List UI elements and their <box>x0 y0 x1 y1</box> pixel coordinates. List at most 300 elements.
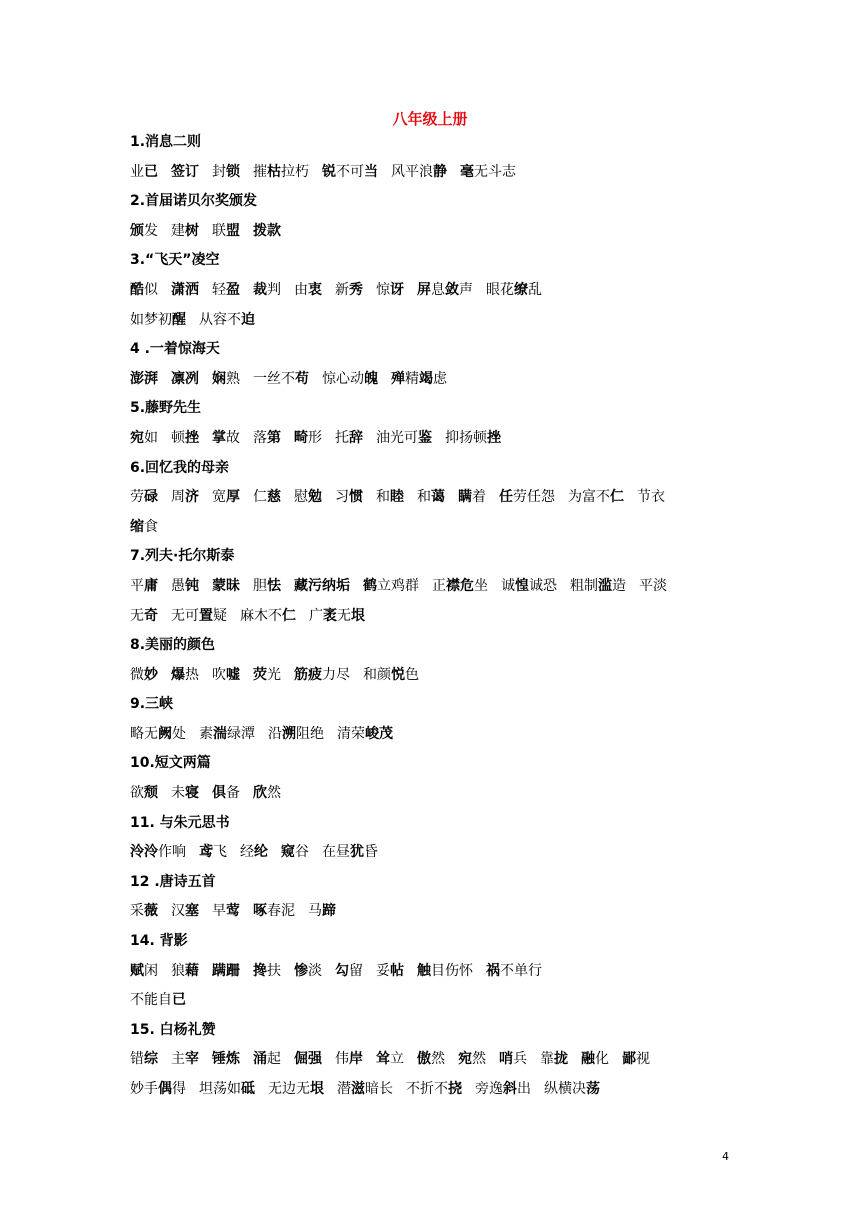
word-text: 飞 <box>213 844 227 861</box>
word-text: 新 <box>335 281 349 298</box>
key-character: 颁 <box>130 222 144 239</box>
vocabulary-word <box>376 424 432 454</box>
key-character: 澎湃 <box>130 370 158 387</box>
vocabulary-word <box>171 897 199 927</box>
vocabulary-line <box>130 957 730 987</box>
word-text: 立 <box>390 1051 404 1068</box>
vocabulary-word <box>294 483 322 513</box>
word-text: 略无 <box>130 725 158 742</box>
word-text: 宽 <box>212 489 226 506</box>
vocabulary-word <box>335 957 363 987</box>
vocabulary-line <box>130 158 730 188</box>
vocabulary-line <box>130 365 730 395</box>
word-text: 粗制 <box>570 577 598 594</box>
word-text: 光 <box>267 666 281 683</box>
key-character: 拢 <box>554 1051 568 1068</box>
word-text: 麻木不 <box>240 607 282 624</box>
vocabulary-word <box>212 957 240 987</box>
key-character: 第 <box>267 429 281 446</box>
key-character: 当 <box>364 163 378 180</box>
word-text: 坦荡如 <box>199 1081 241 1097</box>
word-text: 狼 <box>171 962 185 979</box>
key-character: 嘘 <box>226 666 240 683</box>
key-character: 滥 <box>598 577 612 594</box>
word-text: 旁逸 <box>475 1081 503 1097</box>
word-text: 欲 <box>130 785 144 802</box>
word-text: 然 <box>431 1051 445 1068</box>
word-text: 阻绝 <box>296 725 324 742</box>
word-text: 一丝不 <box>253 370 295 387</box>
key-character: 搀 <box>253 962 267 979</box>
word-text: 纵横决 <box>544 1081 586 1097</box>
vocabulary-word <box>335 1045 363 1075</box>
key-character: 瞒 <box>458 489 472 506</box>
word-text: 热 <box>185 666 199 683</box>
word-text: 眼花 <box>486 281 514 298</box>
word-text: 慰 <box>294 489 308 506</box>
vocabulary-word <box>268 1075 324 1105</box>
key-character: 傲 <box>417 1051 431 1068</box>
word-text: 视 <box>636 1051 650 1068</box>
key-character: 挠 <box>448 1081 462 1097</box>
key-character: 赋 <box>130 962 144 979</box>
key-character: 济 <box>185 489 199 506</box>
key-character: 锤炼 <box>212 1051 240 1068</box>
word-text: 胆 <box>253 577 267 594</box>
vocabulary-word <box>637 483 665 513</box>
vocabulary-word <box>391 365 447 395</box>
word-text: 妥 <box>376 962 390 979</box>
word-text: 扶 <box>267 962 281 979</box>
word-text: 形 <box>308 429 322 446</box>
word-text: 错 <box>130 1051 144 1068</box>
vocabulary-word <box>322 158 378 188</box>
vocabulary-word <box>294 424 322 454</box>
vocabulary-word <box>406 1075 462 1105</box>
vocabulary-word <box>130 957 158 987</box>
key-character: 鸢 <box>199 844 213 861</box>
vocabulary-word <box>458 1045 486 1075</box>
word-text: 力尽 <box>322 666 350 683</box>
key-character: 竭 <box>419 370 433 387</box>
vocabulary-word <box>130 838 186 868</box>
key-character: 岸 <box>349 1051 363 1068</box>
word-text: 不能自 <box>130 992 172 1009</box>
key-character: 滋 <box>351 1081 365 1097</box>
vocabulary-word <box>570 572 626 602</box>
word-text: 虑 <box>433 370 447 387</box>
vocabulary-word <box>337 720 393 750</box>
key-character: 湍 <box>213 725 227 742</box>
word-text: 色 <box>405 666 419 683</box>
vocabulary-list <box>130 128 730 1105</box>
vocabulary-line <box>130 897 730 927</box>
key-character: 盈 <box>226 281 240 298</box>
key-character: 惨 <box>294 962 308 979</box>
key-character: 掌 <box>212 429 226 446</box>
key-character: 怯 <box>267 577 281 594</box>
vocabulary-word <box>171 483 199 513</box>
key-character: 屏 <box>417 281 431 298</box>
vocabulary-word <box>212 158 240 188</box>
word-text: 谷 <box>295 844 309 861</box>
word-text: 油光可 <box>376 429 418 446</box>
key-character: 酷 <box>130 281 144 298</box>
word-text: 为富不 <box>568 489 610 506</box>
word-text: 主 <box>171 1051 185 1068</box>
vocabulary-word <box>417 276 473 306</box>
key-character: 涌 <box>253 1051 267 1068</box>
word-text: 妙手 <box>130 1081 158 1097</box>
key-character: 碌 <box>144 489 158 506</box>
key-character: 峻茂 <box>365 725 393 742</box>
vocabulary-word <box>130 602 158 632</box>
vocabulary-word <box>130 306 186 336</box>
key-character: 蹒跚 <box>212 962 240 979</box>
vocabulary-word <box>501 572 557 602</box>
lesson-heading: 6.回忆我的母亲 <box>130 459 230 476</box>
key-character: 耸 <box>376 1051 390 1068</box>
word-text: 造 <box>612 577 626 594</box>
vocabulary-line <box>130 1075 730 1105</box>
vocabulary-line <box>130 779 730 809</box>
key-character: 枯 <box>267 163 281 180</box>
key-character: 莺 <box>226 903 240 920</box>
key-character: 讶 <box>390 281 404 298</box>
word-text: 化 <box>595 1051 609 1068</box>
vocabulary-word <box>376 483 404 513</box>
key-character: 惯 <box>349 489 363 506</box>
word-text: 昏 <box>364 844 378 861</box>
word-text: 潜 <box>337 1081 351 1097</box>
word-text: 目伤怀 <box>431 962 473 979</box>
word-text: 早 <box>212 903 226 920</box>
key-character: 融 <box>581 1051 595 1068</box>
vocabulary-word <box>281 838 309 868</box>
vocabulary-word <box>253 217 281 247</box>
key-character: 树 <box>185 222 199 239</box>
key-character: 仁 <box>610 489 624 506</box>
word-text: 落 <box>253 429 267 446</box>
vocabulary-word <box>335 483 363 513</box>
vocabulary-word <box>417 483 445 513</box>
word-text: 马 <box>308 903 322 920</box>
word-text: 备 <box>226 785 240 802</box>
word-text: 声 <box>459 281 473 298</box>
key-character: 已 <box>172 992 186 1009</box>
vocabulary-word <box>294 276 322 306</box>
vocabulary-word <box>171 217 199 247</box>
word-text: 如梦初 <box>130 311 172 328</box>
key-character: 殚 <box>391 370 405 387</box>
key-character: 帖 <box>390 962 404 979</box>
word-text: 诚恐 <box>529 577 557 594</box>
key-character: 蔼 <box>431 489 445 506</box>
key-character: 挫 <box>487 429 501 446</box>
key-character: 锐 <box>322 163 336 180</box>
key-character: 宛 <box>458 1051 472 1068</box>
vocabulary-word <box>130 424 158 454</box>
vocabulary-word <box>417 957 473 987</box>
vocabulary-word <box>294 957 322 987</box>
lesson-heading: 15. 白杨礼赞 <box>130 1021 216 1038</box>
lesson-heading: 10.短文两篇 <box>130 755 211 772</box>
key-character: 襟危 <box>446 577 474 594</box>
vocabulary-word <box>130 986 186 1016</box>
word-text: 熟 <box>226 370 240 387</box>
vocabulary-word <box>199 720 255 750</box>
vocabulary-line <box>130 661 730 691</box>
vocabulary-word <box>212 661 240 691</box>
vocabulary-word <box>130 158 158 188</box>
key-character: 啄 <box>253 903 267 920</box>
word-text: 无 <box>337 607 351 624</box>
key-character: 窥 <box>281 844 295 861</box>
vocabulary-word <box>130 276 158 306</box>
vocabulary-word <box>391 158 447 188</box>
word-text: 暗长 <box>365 1081 393 1097</box>
key-character: 睦 <box>390 489 404 506</box>
word-text: 不折不 <box>406 1081 448 1097</box>
key-character: 裁 <box>253 281 267 298</box>
key-character: 锁 <box>226 163 240 180</box>
vocabulary-word <box>171 661 199 691</box>
vocabulary-word <box>568 483 624 513</box>
key-character: 迫 <box>241 311 255 328</box>
word-text: 不单行 <box>500 962 542 979</box>
word-text: 微 <box>130 666 144 683</box>
word-text: 得 <box>172 1081 186 1097</box>
key-character: 置 <box>199 607 213 624</box>
vocabulary-word <box>171 276 199 306</box>
key-character: 蹄 <box>322 903 336 920</box>
word-text: 乱 <box>528 281 542 298</box>
key-character: 庸 <box>144 577 158 594</box>
vocabulary-line <box>130 838 730 868</box>
key-character: 盟 <box>226 222 240 239</box>
key-character: 任 <box>499 489 513 506</box>
key-character: 缩 <box>130 518 144 535</box>
vocabulary-word <box>417 1045 445 1075</box>
vocabulary-word <box>499 483 555 513</box>
key-character: 已 <box>144 163 158 180</box>
vocabulary-word <box>308 897 336 927</box>
word-text: 起 <box>267 1051 281 1068</box>
word-text: 着 <box>472 489 486 506</box>
key-character: 偶 <box>158 1081 172 1097</box>
word-text: 摧 <box>253 163 267 180</box>
vocabulary-word <box>253 1045 281 1075</box>
vocabulary-word <box>199 306 255 336</box>
vocabulary-word <box>171 1045 199 1075</box>
vocabulary-word <box>486 957 542 987</box>
vocabulary-word <box>499 1045 527 1075</box>
lesson-heading: 4 .一着惊海天 <box>130 341 220 358</box>
word-text: 沿 <box>268 725 282 742</box>
key-character: 仁 <box>282 607 296 624</box>
key-character: 醒 <box>172 311 186 328</box>
vocabulary-word <box>212 572 240 602</box>
lesson-heading: 5.藤野先生 <box>130 400 202 417</box>
vocabulary-line <box>130 276 730 306</box>
vocabulary-word <box>253 158 309 188</box>
word-text: 惊 <box>376 281 390 298</box>
key-character: 斜 <box>503 1081 517 1097</box>
vocabulary-word <box>253 572 281 602</box>
key-character: 凛冽 <box>171 370 199 387</box>
key-character: 藉 <box>185 962 199 979</box>
key-character: 钝 <box>185 577 199 594</box>
word-text: 和 <box>376 489 390 506</box>
key-character: 砥 <box>241 1081 255 1097</box>
word-text: 平 <box>130 577 144 594</box>
vocabulary-word <box>540 1045 568 1075</box>
key-character: 潇洒 <box>171 281 199 298</box>
word-text: 无边无 <box>268 1081 310 1097</box>
vocabulary-word <box>199 1075 255 1105</box>
word-text: 拉朽 <box>281 163 309 180</box>
vocabulary-word <box>130 365 158 395</box>
word-text: 故 <box>226 429 240 446</box>
word-text: 习 <box>335 489 349 506</box>
word-text: 无 <box>130 607 144 624</box>
vocabulary-line <box>130 720 730 750</box>
word-text: 经 <box>240 844 254 861</box>
key-character: 签订 <box>171 163 199 180</box>
word-text: 轻 <box>212 281 226 298</box>
key-character: 蒙昧 <box>212 577 240 594</box>
word-text: 息 <box>431 281 445 298</box>
word-text: 仁 <box>253 489 267 506</box>
vocabulary-word <box>253 276 281 306</box>
key-character: 藏污纳垢 <box>294 577 350 594</box>
key-character: 敛 <box>445 281 459 298</box>
word-text: 判 <box>267 281 281 298</box>
vocabulary-line <box>130 602 730 632</box>
word-text: 和颜 <box>363 666 391 683</box>
key-character: 垠 <box>351 607 365 624</box>
vocabulary-word <box>253 897 295 927</box>
vocabulary-word <box>294 1045 322 1075</box>
word-text: 疑 <box>213 607 227 624</box>
lesson-heading: 12 .唐诗五首 <box>130 873 216 890</box>
vocabulary-line <box>130 513 730 543</box>
word-text: 出 <box>517 1081 531 1097</box>
word-text: 托 <box>335 429 349 446</box>
word-text: 建 <box>171 222 185 239</box>
key-character: 触 <box>417 962 431 979</box>
key-character: 苟 <box>295 370 309 387</box>
vocabulary-word <box>130 217 158 247</box>
word-text: 顿 <box>171 429 185 446</box>
lesson-heading: 2.首届诺贝尔奖颁发 <box>130 193 258 210</box>
word-text: 作响 <box>158 844 186 861</box>
word-text: 劳任怨 <box>513 489 555 506</box>
vocabulary-line <box>130 217 730 247</box>
vocabulary-word <box>460 158 516 188</box>
vocabulary-word <box>130 720 186 750</box>
key-character: 欣 <box>253 785 267 802</box>
vocabulary-line <box>130 572 730 602</box>
vocabulary-word <box>130 897 158 927</box>
word-text: 精 <box>405 370 419 387</box>
vocabulary-word <box>212 365 240 395</box>
word-text: 抑扬顿 <box>445 429 487 446</box>
word-text: 在昼 <box>322 844 350 861</box>
key-character: 鉴 <box>418 429 432 446</box>
word-text: 兵 <box>513 1051 527 1068</box>
key-character: 垠 <box>310 1081 324 1097</box>
key-character: 倔强 <box>294 1051 322 1068</box>
key-character: 静 <box>433 163 447 180</box>
word-text: 吹 <box>212 666 226 683</box>
key-character: 勉 <box>308 489 322 506</box>
word-text: 立鸡群 <box>377 577 419 594</box>
key-character: 犹 <box>350 844 364 861</box>
key-character: 勾 <box>335 962 349 979</box>
vocabulary-word <box>253 483 281 513</box>
lesson-heading: 11. 与朱元思书 <box>130 814 230 831</box>
word-text: 节衣 <box>637 489 665 506</box>
word-text: 劳 <box>130 489 144 506</box>
word-text: 采 <box>130 903 144 920</box>
key-character: 溯 <box>282 725 296 742</box>
page-title: 八年级上册 <box>392 110 468 128</box>
key-character: 鄙 <box>622 1051 636 1068</box>
key-character: 畸 <box>294 429 308 446</box>
word-text: 正 <box>432 577 446 594</box>
vocabulary-word <box>322 838 378 868</box>
vocabulary-word <box>130 483 158 513</box>
word-text: 惊心动 <box>322 370 364 387</box>
word-text: 未 <box>171 785 185 802</box>
key-character: 秀 <box>349 281 363 298</box>
word-text: 风平浪 <box>391 163 433 180</box>
vocabulary-line <box>130 986 730 1016</box>
word-text: 处 <box>172 725 186 742</box>
vocabulary-word <box>363 572 419 602</box>
vocabulary-word <box>376 276 404 306</box>
word-text: 平淡 <box>639 577 667 594</box>
word-text: 坐 <box>474 577 488 594</box>
vocabulary-word <box>622 1045 650 1075</box>
key-character: 寝 <box>185 785 199 802</box>
key-character: 哨 <box>499 1051 513 1068</box>
key-character: 慈 <box>267 489 281 506</box>
key-character: 塞 <box>185 903 199 920</box>
word-text: 联 <box>212 222 226 239</box>
vocabulary-word <box>212 779 240 809</box>
key-character: 袤 <box>323 607 337 624</box>
word-text: 无斗志 <box>474 163 516 180</box>
vocabulary-line <box>130 1045 730 1075</box>
vocabulary-word <box>253 779 281 809</box>
key-character: 荡 <box>586 1081 600 1097</box>
vocabulary-word <box>309 602 365 632</box>
vocabulary-word <box>171 365 199 395</box>
vocabulary-word <box>240 838 268 868</box>
word-text: 业 <box>130 163 144 180</box>
vocabulary-word <box>171 779 199 809</box>
vocabulary-word <box>253 424 281 454</box>
lesson-heading: 14. 背影 <box>130 933 188 950</box>
vocabulary-word <box>253 661 281 691</box>
key-character: 厚 <box>226 489 240 506</box>
lesson-heading: 1.消息二则 <box>130 134 202 150</box>
word-text: 发 <box>144 222 158 239</box>
key-character: 俱 <box>212 785 226 802</box>
key-character: 爆 <box>171 666 185 683</box>
